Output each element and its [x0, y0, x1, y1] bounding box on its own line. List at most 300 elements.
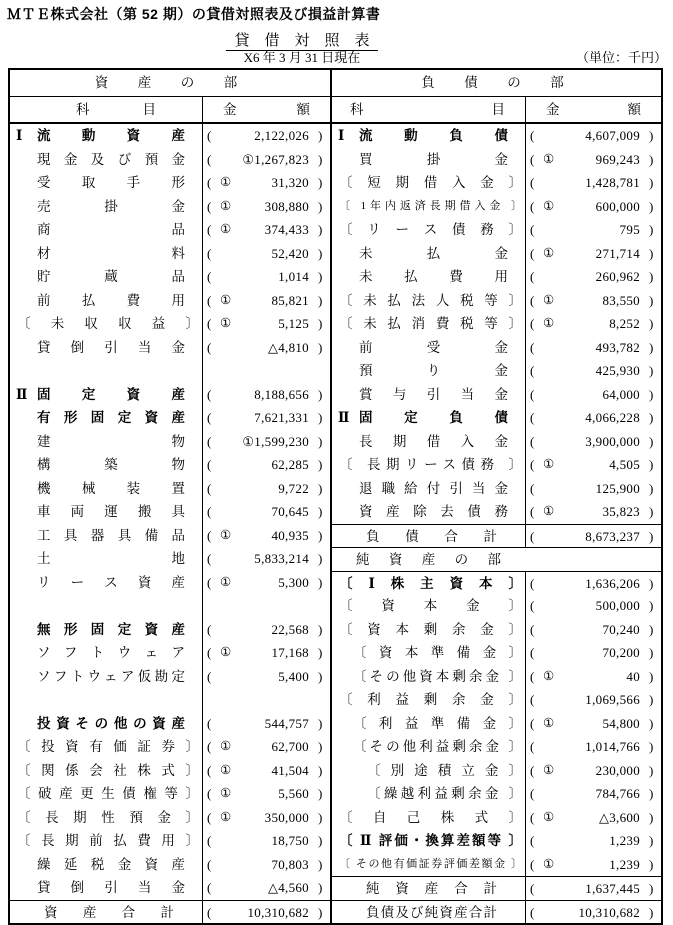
table-row — [332, 853, 661, 877]
amount-cell — [203, 477, 330, 501]
amount-value: 600,000 — [595, 198, 640, 214]
circled-one — [543, 829, 558, 853]
account-label: 〔 未 払 法 人 税 等 〕 — [339, 292, 522, 308]
amount-value: 70,803 — [271, 856, 309, 872]
account-cell — [332, 735, 526, 759]
paren-open: ( — [530, 339, 535, 355]
paren-open: ( — [530, 410, 535, 425]
paren-close: ) — [649, 245, 654, 261]
table-row — [332, 383, 661, 407]
account-cell — [332, 171, 526, 195]
circled-one: ① — [543, 151, 555, 166]
circled-one — [543, 525, 558, 548]
amount-cell — [526, 500, 661, 524]
paren-open: ( — [530, 645, 535, 660]
amount-value: 83,550 — [602, 292, 640, 308]
account-label: 預 り 金 — [359, 363, 508, 378]
amount-value: 1,637,445 — [585, 881, 640, 896]
circled-one: ① — [220, 762, 232, 777]
amount-cell — [526, 688, 661, 712]
account-label: 〔 未 収 収 益 〕 — [17, 316, 199, 331]
paren-close: ) — [318, 339, 323, 355]
paren-close: ) — [649, 292, 654, 308]
paren-open: ( — [530, 245, 535, 261]
table-row — [10, 171, 330, 195]
paren-open: ( — [207, 198, 212, 214]
account-label: 有形固定資産 — [37, 410, 185, 425]
amount-cell — [526, 665, 661, 689]
amount-cell — [526, 901, 661, 924]
table-row — [10, 148, 330, 172]
paren-close: ) — [318, 621, 323, 637]
paren-close: ) — [649, 786, 654, 801]
amount-value: 18,750 — [271, 833, 309, 848]
account-label: 未 払 費 用 — [359, 269, 508, 284]
amount-cell — [203, 782, 330, 806]
table-row — [10, 430, 330, 454]
account-cell — [10, 500, 203, 524]
table-row — [10, 829, 330, 853]
account-cell — [332, 336, 526, 360]
amount-value: 7,621,331 — [254, 410, 309, 425]
paren-close: ) — [649, 881, 654, 896]
paren-close: ) — [649, 528, 654, 544]
amount-cell — [526, 759, 661, 783]
amount-cell — [203, 618, 330, 642]
paren-close: ) — [649, 198, 654, 214]
amount-value: 493,782 — [595, 339, 640, 355]
amount-value: △4,810 — [267, 339, 309, 355]
account-cell — [332, 383, 526, 407]
paren-close: ) — [318, 527, 323, 543]
amount-value: 1,636,206 — [585, 575, 640, 591]
account-col-header-left: 科 目 — [10, 97, 203, 122]
account-label: 〔 資 本 準 備 金 〕 — [353, 645, 522, 660]
account-label: 〔 資 本 金 〕 — [339, 598, 522, 613]
amount-cell — [526, 618, 661, 642]
table-row — [332, 171, 661, 195]
account-cell — [10, 171, 203, 195]
table-row — [10, 594, 330, 618]
amount-cell — [526, 594, 661, 618]
circled-one — [220, 829, 235, 853]
table-row — [332, 829, 661, 853]
amount-value: 64,000 — [602, 386, 640, 402]
table-row — [10, 900, 330, 924]
paren-close: ) — [318, 668, 323, 684]
account-label: 売 掛 金 — [37, 198, 185, 214]
account-label: 〔 Ⅱ 評価・換算差額等 〕 — [339, 833, 522, 848]
amount-value: 125,900 — [595, 480, 640, 496]
paren-open: ( — [207, 245, 212, 261]
account-label: 負 債 合 計 — [366, 528, 497, 544]
account-cell — [332, 572, 526, 595]
table-row — [10, 735, 330, 759]
paren-close: ) — [318, 386, 323, 402]
account-cell — [10, 641, 203, 665]
unit-label: （単位：千円） — [575, 50, 667, 65]
amount-value: 62,285 — [271, 457, 309, 472]
circled-one — [543, 641, 558, 665]
paren-open: ( — [530, 856, 535, 872]
paren-close: ) — [318, 410, 323, 425]
paren-close: ) — [318, 245, 323, 261]
amount-col-header-right: 金 額 — [546, 102, 641, 117]
paren-close: ) — [318, 574, 323, 590]
amount-cell — [526, 242, 661, 266]
paren-open: ( — [207, 527, 212, 543]
table-row — [332, 735, 661, 759]
account-cell — [10, 688, 203, 712]
amount-cell — [526, 525, 661, 548]
paren-close: ) — [649, 692, 654, 707]
circled-one — [543, 594, 558, 618]
table-row — [332, 218, 661, 242]
account-cell — [332, 148, 526, 172]
amount-cell — [203, 524, 330, 548]
account-label: 資 産 除 去 債 務 — [359, 504, 508, 519]
paren-close: ) — [649, 598, 654, 613]
circled-one — [220, 500, 235, 524]
amount-value: 85,821 — [271, 292, 309, 308]
amount-value: △4,560 — [267, 880, 309, 895]
account-cell — [332, 312, 526, 336]
account-cell — [10, 853, 203, 877]
account-cell — [332, 806, 526, 830]
paren-open: ( — [530, 715, 535, 731]
paren-close: ) — [649, 386, 654, 402]
table-row — [332, 900, 661, 924]
paren-open: ( — [207, 316, 212, 331]
paren-close: ) — [318, 292, 323, 308]
table-row — [332, 430, 661, 454]
amount-value: 5,400 — [278, 668, 309, 684]
circled-one: ① — [220, 739, 232, 753]
paren-open: ( — [207, 457, 212, 472]
paren-close: ) — [649, 856, 654, 872]
paren-open: ( — [207, 433, 212, 449]
paren-open: ( — [530, 433, 535, 449]
account-label: 買 掛 金 — [359, 151, 508, 167]
table-row — [10, 195, 330, 219]
paren-close: ) — [649, 175, 654, 190]
circled-one — [220, 242, 235, 266]
paren-open: ( — [530, 762, 535, 778]
account-cell — [10, 242, 203, 266]
table-row — [10, 359, 330, 383]
table-row — [10, 524, 330, 548]
liabilities-column — [330, 70, 661, 923]
account-cell — [10, 901, 203, 924]
account-label: 〔 破 産 更 生 債 権 等 〕 — [17, 786, 199, 801]
paren-open: ( — [530, 269, 535, 284]
account-label: 〔 長 期 前 払 費 用 〕 — [17, 833, 199, 848]
circled-one — [220, 430, 235, 454]
paren-close: ) — [649, 128, 654, 143]
paren-open: ( — [530, 316, 535, 331]
account-label: 受 取 手 形 — [37, 175, 185, 190]
paren-open: ( — [530, 621, 535, 637]
account-cell — [10, 477, 203, 501]
paren-open: ( — [530, 504, 535, 519]
amount-cell — [203, 148, 330, 172]
paren-open: ( — [530, 198, 535, 214]
table-row — [10, 876, 330, 900]
account-cell — [10, 524, 203, 548]
amount-value: 10,310,682 — [247, 904, 309, 920]
table-row — [332, 571, 661, 595]
table-row — [332, 806, 661, 830]
amount-value: 2,122,026 — [254, 128, 309, 143]
table-row — [10, 806, 330, 830]
circled-one — [543, 359, 558, 383]
account-label: 土 地 — [37, 551, 185, 566]
amount-cell — [203, 124, 330, 148]
circled-one — [543, 572, 558, 595]
paren-open: ( — [207, 880, 212, 895]
paren-open: ( — [530, 480, 535, 496]
amount-cell — [526, 477, 661, 501]
paren-close: ) — [649, 480, 654, 496]
amount-cell — [203, 806, 330, 830]
report-date: X6 年 3 月 31 日現在 — [243, 50, 361, 65]
table-row — [10, 665, 330, 689]
table-row — [10, 124, 330, 148]
paren-open: ( — [530, 809, 535, 825]
account-cell — [10, 218, 203, 242]
paren-open: ( — [530, 363, 535, 378]
paren-close: ) — [318, 880, 323, 895]
table-row — [332, 336, 661, 360]
account-cell — [10, 265, 203, 289]
circled-one: ① — [220, 222, 232, 236]
account-label: 〔 資 本 剰 余 金 〕 — [339, 621, 522, 637]
amount-value: 62,700 — [271, 739, 309, 754]
account-label: 〔その他資本剰余金 〕 — [353, 668, 522, 684]
account-label: 投資その他の資産 — [37, 715, 185, 731]
table-row — [332, 265, 661, 289]
amount-cell — [526, 359, 661, 383]
paren-close: ) — [649, 457, 654, 472]
amount-value: 40 — [626, 668, 640, 684]
amount-value: 8,673,237 — [585, 528, 640, 544]
amount-cell — [203, 641, 330, 665]
paren-open: ( — [207, 386, 212, 402]
circled-one — [543, 406, 558, 430]
account-cell — [10, 735, 203, 759]
amount-value: 1,014,766 — [585, 739, 640, 754]
account-label: 負債及び純資産合計 — [366, 904, 497, 920]
amount-value: 5,560 — [278, 786, 309, 801]
amount-value: 784,766 — [595, 786, 640, 801]
account-cell — [10, 806, 203, 830]
table-row — [332, 500, 661, 524]
account-cell — [10, 406, 203, 430]
paren-open: ( — [207, 833, 212, 848]
paren-close: ) — [318, 198, 323, 214]
amount-cell — [203, 430, 330, 454]
account-label: 〔 長 期 性 預 金 〕 — [17, 809, 199, 825]
amount-value: ①1,599,230 — [242, 433, 309, 449]
amount-value: 1,014 — [278, 269, 309, 284]
circled-one — [543, 618, 558, 642]
paren-close: ) — [649, 575, 654, 591]
paren-open: ( — [530, 786, 535, 801]
account-cell — [332, 901, 526, 924]
circled-one: ① — [543, 856, 555, 871]
account-cell — [10, 453, 203, 477]
amount-cell — [526, 312, 661, 336]
account-cell — [332, 453, 526, 477]
amount-value: 35,823 — [602, 504, 640, 519]
amount-cell — [203, 594, 330, 618]
account-cell — [332, 525, 526, 548]
paren-open: ( — [530, 292, 535, 308]
paren-open: ( — [207, 809, 212, 825]
document-title: ＭＴＥ株式会社（第 52 期）の貸借対照表及び損益計算書 — [7, 6, 381, 22]
table-row — [332, 406, 661, 430]
balance-sheet-table — [8, 68, 663, 925]
amount-cell — [203, 735, 330, 759]
table-row — [10, 688, 330, 712]
account-label: 〔 1年内返済長期借入金 〕 — [339, 199, 522, 212]
circled-one — [543, 265, 558, 289]
account-cell — [332, 124, 526, 148]
account-cell — [10, 383, 203, 407]
account-cell — [10, 124, 203, 148]
amount-value: 544,757 — [264, 715, 309, 731]
amount-value: 41,504 — [271, 762, 309, 778]
amount-value: 260,962 — [595, 269, 640, 284]
account-label: 固 定 負 債 — [359, 410, 508, 425]
amount-cell — [203, 547, 330, 571]
account-cell — [10, 665, 203, 689]
amount-value: 5,300 — [278, 574, 309, 590]
account-label: ソフトウェア仮勘定 — [37, 668, 185, 684]
liabilities-column-headers — [332, 97, 661, 124]
circled-one — [220, 618, 235, 642]
circled-one — [543, 877, 558, 900]
amount-cell — [526, 853, 661, 877]
amount-value: 1,428,781 — [585, 175, 640, 190]
circled-one — [220, 383, 235, 407]
circled-one — [220, 406, 235, 430]
account-cell — [332, 500, 526, 524]
account-label: 〔 Ⅰ 株 主 資 本 〕 — [339, 575, 522, 591]
account-cell — [10, 148, 203, 172]
roman-numeral: Ⅰ — [338, 128, 345, 143]
paren-open: ( — [530, 222, 535, 237]
table-row — [10, 406, 330, 430]
table-row — [332, 312, 661, 336]
amount-cell — [203, 829, 330, 853]
amount-value: 70,645 — [271, 504, 309, 519]
table-row — [10, 289, 330, 313]
amount-cell — [526, 124, 661, 148]
liabilities-section-header: 負 債 の 部 — [332, 70, 661, 97]
account-label: 未 払 金 — [359, 245, 508, 261]
table-row — [332, 547, 661, 571]
account-label: 〔 その他有価証券評価差額金 〕 — [339, 857, 522, 870]
paren-open: ( — [207, 715, 212, 731]
paren-close: ) — [649, 645, 654, 660]
paren-open: ( — [207, 551, 212, 566]
circled-one: ① — [220, 175, 232, 189]
account-label: 〔 別 途 積 立 金 〕 — [367, 762, 522, 778]
amount-cell — [203, 336, 330, 360]
amount-cell — [203, 500, 330, 524]
paren-close: ) — [318, 551, 323, 566]
paren-close: ) — [649, 410, 654, 425]
account-label: 固 定 資 産 — [37, 386, 185, 402]
amount-value: 1,069,566 — [585, 692, 640, 707]
table-row — [332, 242, 661, 266]
circled-one: ① — [543, 457, 555, 471]
table-row — [332, 195, 661, 219]
circled-one — [543, 430, 558, 454]
table-row — [10, 712, 330, 736]
account-cell — [332, 406, 526, 430]
amount-value: 54,800 — [602, 715, 640, 731]
circled-one — [543, 688, 558, 712]
paren-open: ( — [530, 575, 535, 591]
amount-cell — [526, 735, 661, 759]
account-cell — [10, 759, 203, 783]
account-cell — [332, 289, 526, 313]
account-cell — [10, 594, 203, 618]
paren-close: ) — [318, 175, 323, 190]
amount-cell — [203, 383, 330, 407]
account-label: 〔 自 己 株 式 〕 — [339, 809, 522, 825]
amount-cell — [203, 901, 330, 924]
paren-open: ( — [207, 151, 212, 167]
paren-open: ( — [207, 128, 212, 143]
paren-close: ) — [649, 833, 654, 848]
paren-open: ( — [207, 480, 212, 496]
amount-cell — [203, 312, 330, 336]
paren-close: ) — [649, 339, 654, 355]
paren-close: ) — [649, 363, 654, 378]
account-cell — [10, 195, 203, 219]
amount-value: 4,066,228 — [585, 410, 640, 425]
amount-cell — [526, 171, 661, 195]
account-label: 賞 与 引 当 金 — [359, 386, 508, 402]
account-label: 前 受 金 — [359, 339, 508, 355]
amount-cell — [203, 665, 330, 689]
account-cell — [332, 853, 526, 877]
paren-open: ( — [207, 668, 212, 684]
paren-open: ( — [530, 833, 535, 848]
amount-cell — [526, 383, 661, 407]
table-row — [332, 524, 661, 548]
account-cell — [10, 289, 203, 313]
amount-value: 70,240 — [602, 621, 640, 637]
account-label: 流 動 負 債 — [359, 128, 508, 143]
account-cell — [332, 195, 526, 219]
amount-value: 52,420 — [271, 245, 309, 261]
account-cell — [10, 571, 203, 595]
amount-cell — [526, 641, 661, 665]
account-label: 純 資 産 合 計 — [366, 881, 497, 896]
amount-cell — [203, 571, 330, 595]
amount-value: 5,125 — [278, 316, 309, 331]
circled-one — [543, 383, 558, 407]
account-cell — [332, 665, 526, 689]
circled-one: ① — [220, 292, 232, 307]
account-cell — [332, 359, 526, 383]
account-label: 〔 投 資 有 価 証 券 〕 — [17, 739, 199, 754]
paren-open: ( — [207, 410, 212, 425]
